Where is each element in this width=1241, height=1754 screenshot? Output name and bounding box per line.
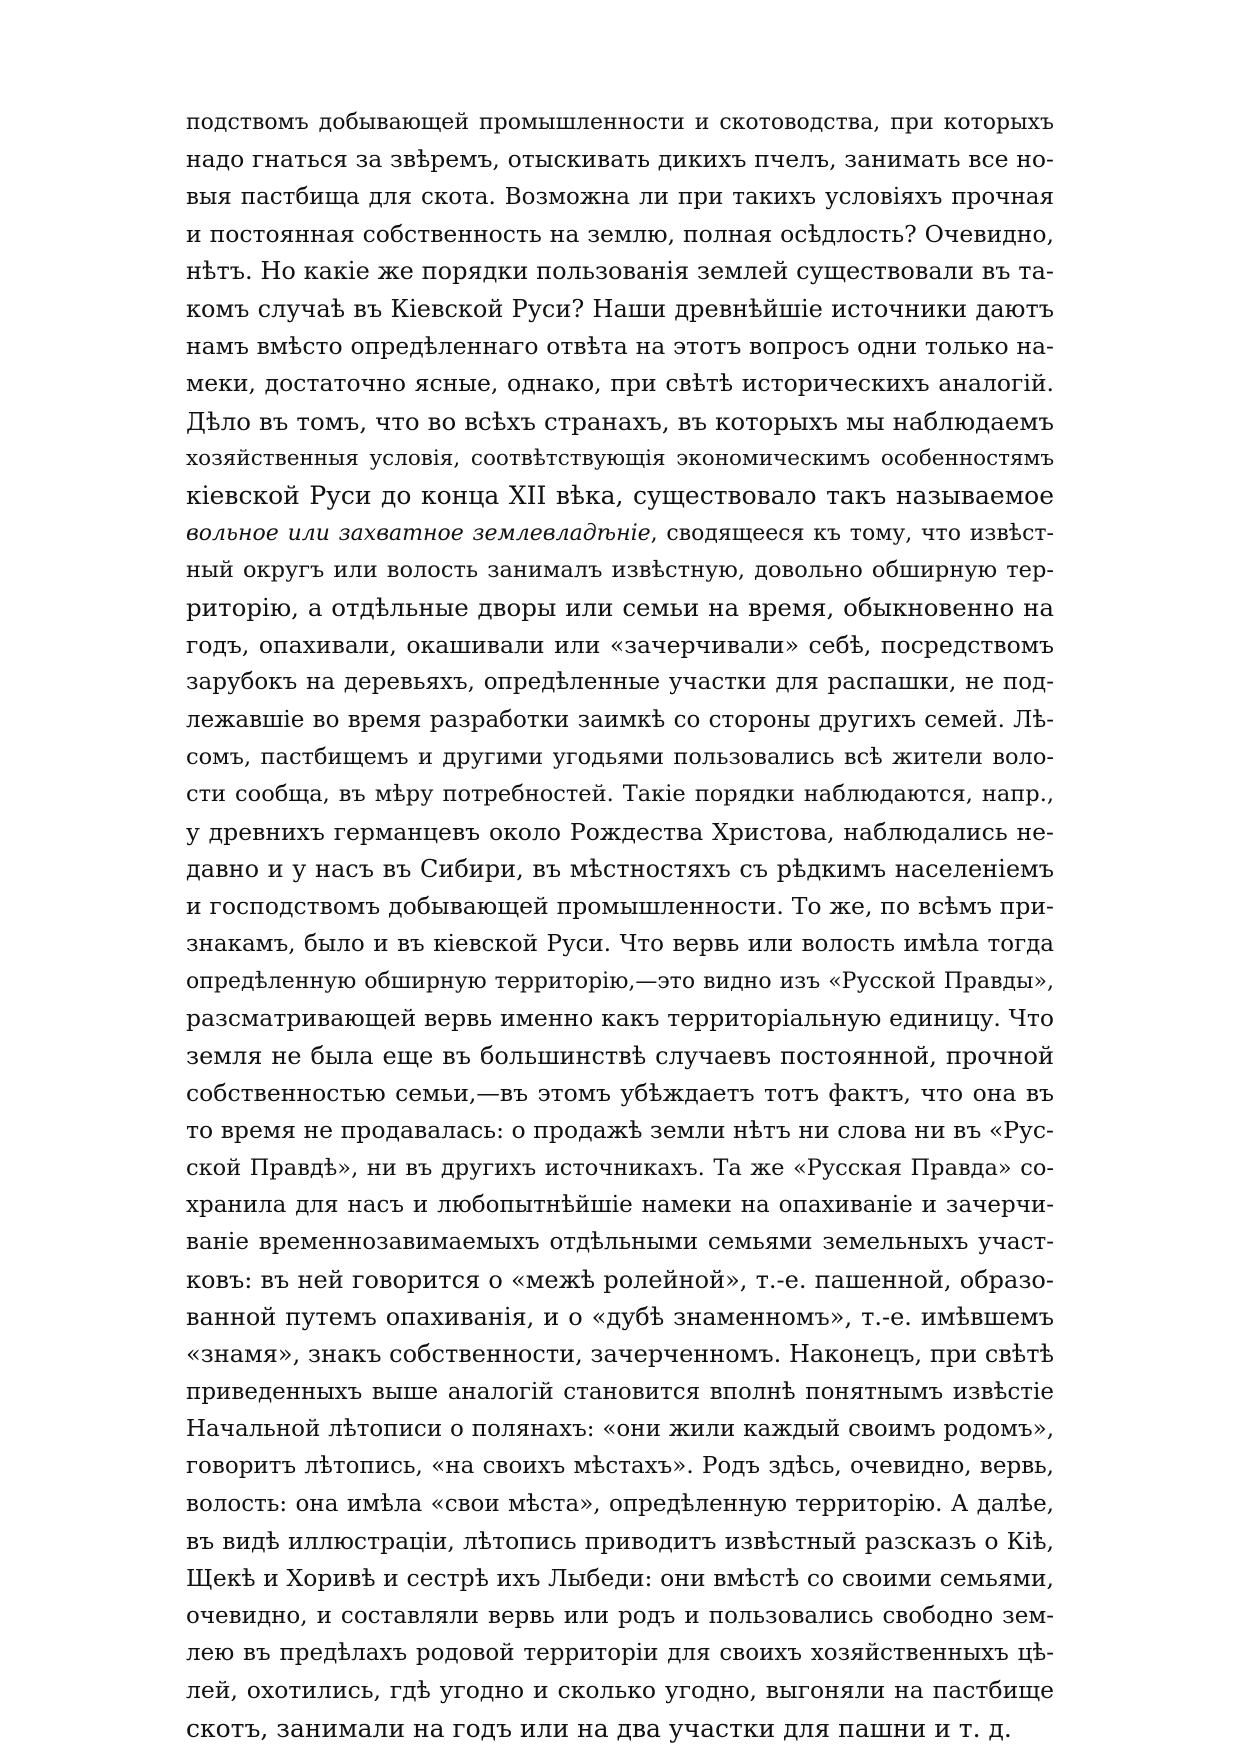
text-line: опредѣленную обширную территорію,—это видно изъ «Русской Правды», — [186, 968, 1054, 994]
text-line-rest: , сводящееся къ тому, что извѣст- — [650, 520, 1054, 546]
text-line: риторію, а отдѣльные дворы или семьи на время, обыкновенно на — [186, 593, 1054, 623]
text-line: меки, достаточно ясные, однако, при свѣтѣ историческихъ аналогій. — [186, 369, 1054, 398]
text-line: нѣтъ. Но какіе же порядки пользованія землей существовали въ та- — [186, 257, 1054, 286]
text-line: выя пастбища для скота. Возможна ли при такихъ условіяхъ прочная — [186, 183, 1054, 210]
text-line: разсматривающей вервь именно какъ территоріальную единицу. Что — [186, 1004, 1054, 1033]
text-line: комъ случаѣ въ Кіевской Руси? Наши древнѣйшіе источники даютъ — [186, 294, 1054, 323]
text-line: Начальной лѣтописи о полянахъ: «они жили каждый своимъ родомъ», — [186, 1416, 1054, 1443]
text-line: то время не продавалась: о продажѣ земли нѣтъ ни слова ни въ «Рус- — [186, 1116, 1054, 1145]
text-line: подствомъ добывающей промышленности и скотоводства, при которыхъ — [186, 110, 1054, 135]
text-line: говоритъ лѣтопись, «на своихъ мѣстахъ». Родъ здѣсь, очевидно, вервь, — [186, 1453, 1054, 1480]
text-line — [186, 515, 1054, 552]
text-line: Дѣло въ томъ, что во всѣхъ странахъ, въ которыхъ мы наблюдаемъ — [186, 406, 1054, 436]
text-line: лежавшіе во время разработки заимкѣ со стороны другихъ семей. Лѣ- — [186, 706, 1054, 733]
text-line: знакамъ, было и въ кіевской Руси. Что вервь или волость имѣла тогда — [186, 930, 1054, 957]
text-line: хозяйственныя условія, соотвѣтствующія экономическимъ особенностямъ — [186, 446, 1054, 472]
text-line: ковъ: въ ней говорится о «межѣ ролейной», т.-е. пашенной, образо- — [186, 1265, 1054, 1294]
text-line: хранила для насъ и любопытнѣйшіе намеки на опахиваніе и зачерчи- — [186, 1191, 1054, 1218]
text-line: сти сообща, въ мѣру потребностей. Такіе порядки наблюдаются, напр., — [186, 781, 1054, 808]
text-line: надо гнаться за звѣремъ, отыскивать дикихъ пчелъ, занимать все но- — [186, 145, 1054, 174]
text-line: кіевской Руси до конца XII вѣка, существовало такъ называемое — [186, 481, 1054, 511]
text-line: лею въ предѣлахъ родовой территоріи для своихъ хозяйственныхъ цѣ- — [186, 1640, 1054, 1667]
text-line-last: скотъ, занимали на годъ или на два участки для пашни и т. д. — [186, 1713, 1012, 1743]
text-line: очевидно, и составляли вервь или родъ и пользовались свободно зем- — [186, 1602, 1054, 1629]
text-line: ный округъ или волость занималъ извѣстную, довольно обширную тер- — [186, 557, 1054, 584]
text-line: и господствомъ добывающей промышленности. То же, по всѣмъ при- — [186, 892, 1054, 921]
text-line: въ видѣ иллюстраціи, лѣтопись приводитъ извѣстный разсказъ о Кіѣ, — [186, 1527, 1054, 1556]
text-line: Щекѣ и Хоривѣ и сестрѣ ихъ Лыбеди: они вмѣстѣ со своими семьями, — [186, 1564, 1054, 1593]
text-line: земля не была еще въ большинствѣ случаевъ постоянной, прочной — [186, 1041, 1054, 1070]
text-line: годъ, опахивали, окашивали или «зачерчивали» себѣ, посредствомъ — [186, 630, 1054, 659]
text-line: давно и у насъ въ Сибири, въ мѣстностяхъ съ рѣдкимъ населеніемъ — [186, 854, 1054, 883]
body-text — [186, 104, 1054, 1747]
text-line: собственностью семьи,—въ этомъ убѣждаетъ тотъ фактъ, что она въ — [186, 1078, 1054, 1107]
text-line: ваніе временнозавимаемыхъ отдѣльными семьями земельныхъ участ- — [186, 1229, 1054, 1256]
text-line: приведенныхъ выше аналогій становится вполнѣ понятнымъ извѣстіе — [186, 1378, 1054, 1405]
text-line: ской Правдѣ», ни въ другихъ источникахъ. Та же «Русская Правда» со- — [186, 1154, 1054, 1181]
text-line: лей, охотились, гдѣ угодно и сколько угодно, выгоняли на пастбище — [186, 1676, 1054, 1705]
text-line: ванной путемъ опахиванія, и о «дубѣ знаменномъ», т.-е. имѣвшемъ — [186, 1303, 1054, 1331]
text-line: и постоянная собственность на землю, полная осѣдлость? Очевидно, — [186, 220, 1054, 249]
text-line: намъ вмѣсто опредѣленнаго отвѣта на этотъ вопросъ одни только на- — [186, 332, 1054, 361]
text-line: зарубокъ на деревьяхъ, опредѣленные участки для распашки, не под- — [186, 669, 1054, 696]
text-line: «знамя», знакъ собственности, зачерченномъ. Наконецъ, при свѣтѣ — [186, 1340, 1054, 1369]
italic-term: вольное или захватное землевладѣніе — [186, 520, 651, 546]
text-line: волость: она имѣла «свои мѣста», опредѣленную территорію. А далѣе, — [186, 1490, 1054, 1517]
text-line: у древнихъ германцевъ около Рождества Христова, наблюдались не- — [186, 817, 1054, 846]
text-line: сомъ, пастбищемъ и другими угодьями пользовались всѣ жители воло- — [186, 743, 1054, 770]
